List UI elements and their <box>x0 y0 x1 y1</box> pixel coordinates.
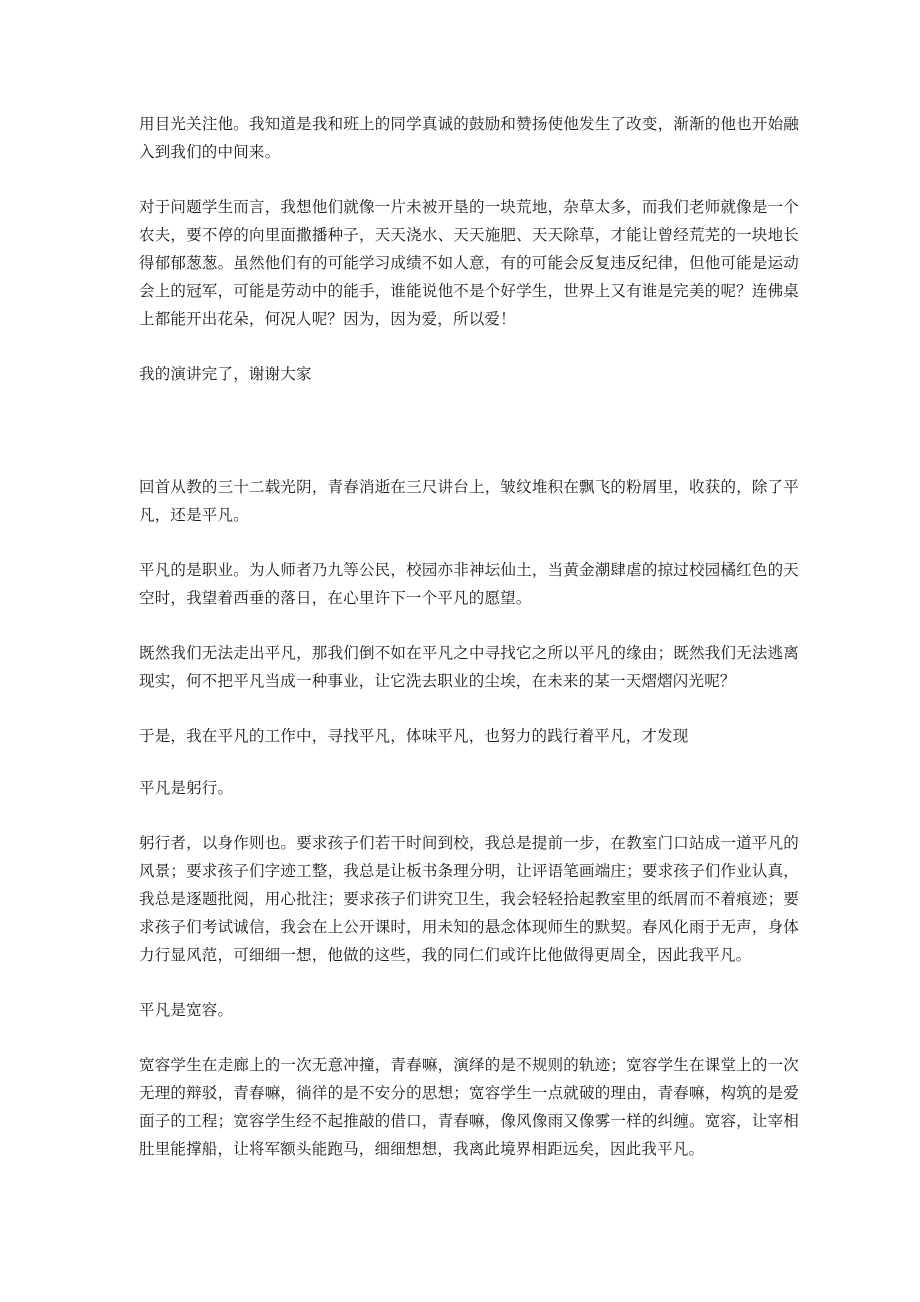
paragraph-attention: 用目光关注他。我知道是我和班上的同学真诚的鼓励和赞扬使他发生了改变，渐渐的他也开始融入到我们的中间来。 <box>139 115 799 161</box>
heading-ordinary-is-practice: 平凡是躬行。 <box>139 779 234 797</box>
paragraph-speech-end: 我的演讲完了，谢谢大家 <box>139 365 312 383</box>
paragraph-practice: 躬行者，以身作则也。要求孩子们若干时间到校，我总是提前一步，在教室门口站成一道平凡的风景；要求孩子们字迹工整，我总是让板书条理分明，让评语笔画端庄；要求孩子们作业认真，我总是逐题批阅，用心批注；要求孩子们讲究卫生，我会轻轻拾起教室里的纸屑而不着痕迹；要求孩子们考试诚信，我会在上公开课时，用未知的悬念体现师生的默契。春风化雨于无声，身体力行显风范，可细细一想，他做的这些，我的同仁们或许比他做得更周全，因此我平凡。 <box>139 834 799 964</box>
paragraph-problem-students: 对于问题学生而言，我想他们就像一片未被开垦的一块荒地，杂草太多，而我们老师就像是一个农夫，要不停的向里面撒播种子，天天浇水、天天施肥、天天除草，才能让曾经荒芜的一块地长得郁郁葱葱。虽然他们有的可能学习成绩不如人意，有的可能会反复违反纪律，但他可能是运动会上的冠军，可能是劳动中的能手，谁能说他不是个好学生，世界上又有谁是完美的呢？连佛桌上都能开出花朵，何况人呢？因为，因为爱，所以爱！ <box>139 198 799 328</box>
paragraph-tolerance: 宽容学生在走廊上的一次无意冲撞，青春嘛，演绎的是不规则的轨迹；宽容学生在课堂上的一次无理的辩驳，青春嘛，徜徉的是不安分的思想；宽容学生一点就破的理由，青春嘛，构筑的是爱面子的工程；宽容学生经不起推敲的借口，青春嘛，像风像雨又像雾一样的纠缠。宽容，让宰相肚里能撑船，让将军额头能跑马，细细想想，我离此境界相距远矣，因此我平凡。 <box>139 1056 799 1158</box>
paragraph-so-i-found: 于是，我在平凡的工作中，寻找平凡，体味平凡，也努力的践行着平凡，才发现 <box>139 727 689 745</box>
heading-ordinary-is-tolerance: 平凡是宽容。 <box>139 1001 234 1019</box>
paragraph-since-we-cannot: 既然我们无法走出平凡，那我们倒不如在平凡之中寻找它之所以平凡的缘由；既然我们无法逃离现实，何不把平凡当成一种事业，让它洗去职业的尘埃，在未来的某一天熠熠闪光呢？ <box>139 644 799 690</box>
document-body <box>139 110 799 1190</box>
paragraph-ordinary-profession: 平凡的是职业。为人师者乃九等公民，校园亦非神坛仙土，当黄金潮肆虐的掠过校园橘红色的天空时，我望着西垂的落日，在心里许下一个平凡的愿望。 <box>139 561 799 607</box>
paragraph-looking-back: 回首从教的三十二载光阴，青春消逝在三尺讲台上，皱纹堆积在飘飞的粉屑里，收获的，除了平凡，还是平凡。 <box>139 478 799 524</box>
